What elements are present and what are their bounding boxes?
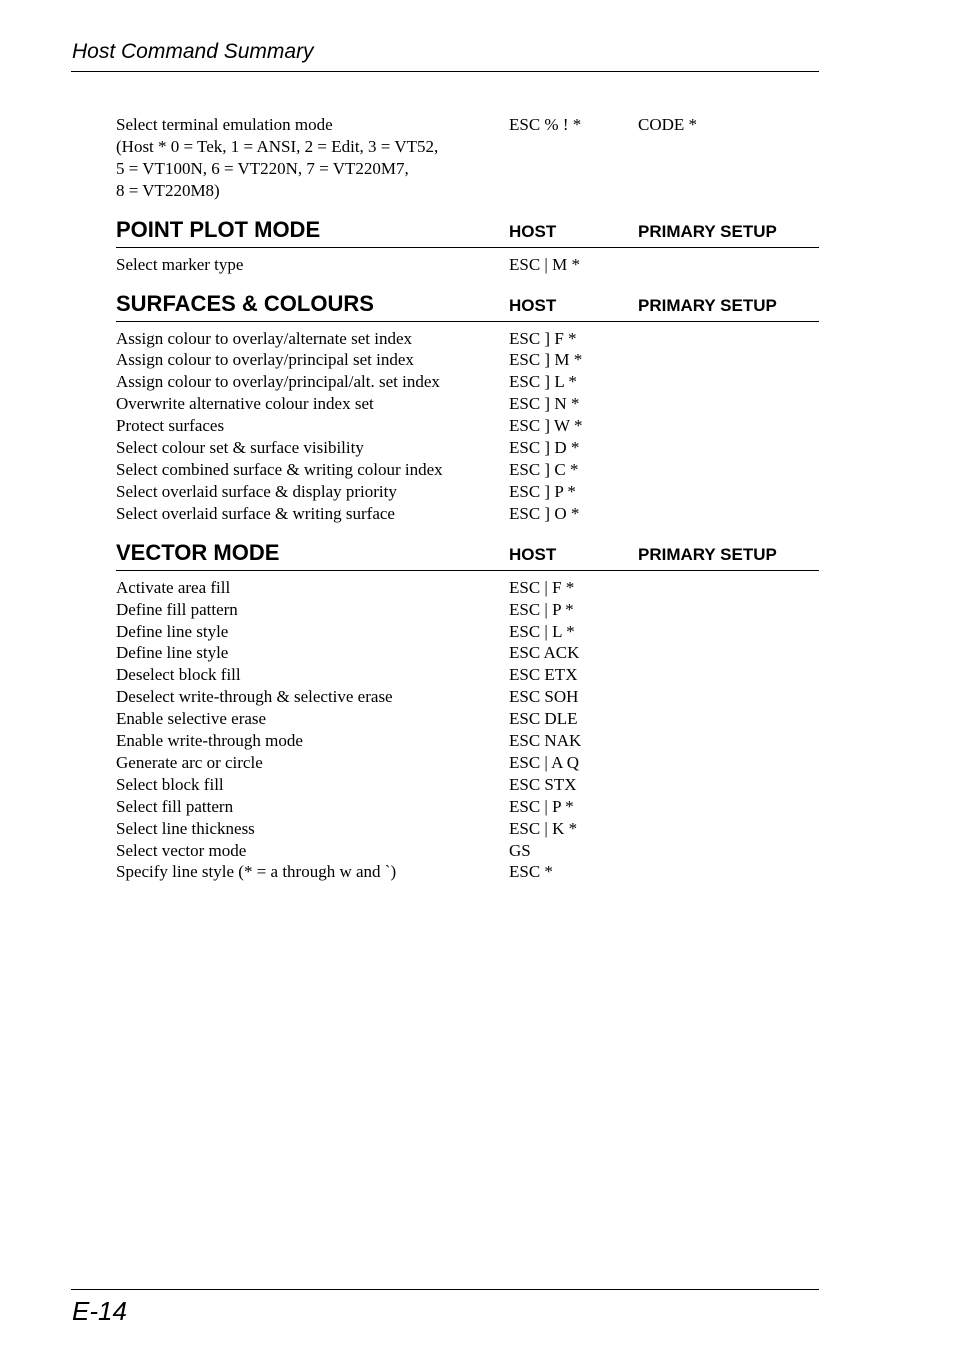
- setup-code: [638, 481, 819, 503]
- setup-code: [638, 459, 819, 481]
- setup-code: [638, 686, 819, 708]
- table-row: [116, 180, 819, 202]
- table-row: [116, 818, 819, 840]
- host-column-label: HOST: [509, 221, 557, 241]
- setup-column-label: PRIMARY SETUP: [638, 544, 777, 564]
- host-code: ESC STX: [509, 774, 577, 794]
- host-code: GS: [509, 840, 531, 860]
- setup-column-label: PRIMARY SETUP: [638, 221, 777, 241]
- table-row: [116, 459, 819, 481]
- command-description: Generate arc or circle: [116, 752, 263, 772]
- setup-code: [638, 371, 819, 393]
- table-row: [116, 642, 819, 664]
- setup-code: [638, 752, 819, 774]
- host-code: ESC | M *: [509, 254, 580, 274]
- table-row: [116, 840, 819, 862]
- intro-block: [116, 114, 819, 202]
- command-description: Select line thickness: [116, 818, 255, 838]
- command-description: Select overlaid surface & display priority: [116, 481, 397, 501]
- section-title: POINT PLOT MODE: [116, 216, 321, 242]
- command-description: Select fill pattern: [116, 796, 234, 816]
- command-description: Select block fill: [116, 774, 224, 794]
- header-rule: [71, 71, 819, 72]
- command-description: Define fill pattern: [116, 599, 238, 619]
- command-description: Select vector mode: [116, 840, 247, 860]
- host-code: ESC ] D *: [509, 438, 580, 458]
- setup-column-label: PRIMARY SETUP: [638, 295, 777, 315]
- table-row: [116, 254, 819, 276]
- table-row: [116, 328, 819, 350]
- table-row: [116, 796, 819, 818]
- command-description: Select combined surface & writing colour index: [116, 459, 443, 479]
- table-row: [116, 114, 819, 136]
- setup-code: [638, 180, 819, 202]
- section-title: VECTOR MODE: [116, 539, 280, 565]
- section-heading-surfaces-colours: [116, 292, 819, 322]
- setup-code: [638, 774, 819, 796]
- host-code: ESC SOH: [509, 687, 579, 707]
- section-heading-vector-mode: [116, 541, 819, 571]
- command-description: Assign colour to overlay/alternate set index: [116, 328, 412, 348]
- setup-code: [638, 664, 819, 686]
- table-row: [116, 708, 819, 730]
- setup-code: [638, 621, 819, 643]
- setup-code: [638, 599, 819, 621]
- host-code: ESC ] O *: [509, 503, 580, 523]
- command-description: Define line style: [116, 643, 229, 663]
- setup-code: [638, 437, 819, 459]
- table-row: [116, 437, 819, 459]
- setup-code: [638, 136, 819, 158]
- host-code: ESC ] C *: [509, 459, 579, 479]
- setup-code: [638, 708, 819, 730]
- setup-code: [638, 577, 819, 599]
- command-description: Assign colour to overlay/principal/alt. set index: [116, 372, 440, 392]
- host-code: ESC | A Q: [509, 752, 580, 772]
- table-row: [116, 158, 819, 180]
- setup-code: [638, 158, 819, 180]
- host-code: ESC ETX: [509, 665, 578, 685]
- setup-code: [638, 393, 819, 415]
- command-description: Overwrite alternative colour index set: [116, 394, 374, 414]
- host-code: ESC | F *: [509, 577, 575, 597]
- command-description: Deselect block fill: [116, 665, 241, 685]
- table-row: [116, 393, 819, 415]
- setup-code: [638, 818, 819, 840]
- table-row: [116, 503, 819, 525]
- setup-code: [638, 328, 819, 350]
- host-code: ESC | P *: [509, 599, 574, 619]
- table-row: [116, 730, 819, 752]
- command-description: Define line style: [116, 621, 229, 641]
- table-row: [116, 415, 819, 437]
- host-code: ESC ] N *: [509, 394, 580, 414]
- host-code: ESC ] P *: [509, 481, 576, 501]
- table-row: [116, 481, 819, 503]
- table-row: [116, 599, 819, 621]
- command-description: Select terminal emulation mode: [116, 115, 333, 134]
- table-row: [116, 621, 819, 643]
- host-code: ESC % ! *: [509, 115, 582, 134]
- setup-code: [638, 503, 819, 525]
- command-description: Enable write-through mode: [116, 731, 303, 751]
- setup-code: [638, 415, 819, 437]
- host-column-label: HOST: [509, 544, 557, 564]
- command-description: Activate area fill: [116, 577, 231, 597]
- host-code: ESC ACK: [509, 643, 580, 663]
- table-row: [116, 861, 819, 883]
- command-description: (Host * 0 = Tek, 1 = ANSI, 2 = Edit, 3 = VT52,: [116, 136, 439, 156]
- host-column-label: HOST: [509, 295, 557, 315]
- command-description: Select marker type: [116, 254, 244, 274]
- setup-code: [638, 861, 819, 883]
- setup-code: [638, 349, 819, 371]
- host-code: ESC DLE: [509, 709, 578, 729]
- setup-code: [638, 254, 819, 276]
- host-code: ESC | P *: [509, 796, 574, 816]
- table-row: [116, 349, 819, 371]
- table-row: [116, 371, 819, 393]
- command-summary-table: [116, 114, 819, 883]
- host-code: ESC *: [509, 862, 553, 882]
- host-code: ESC ] F *: [509, 328, 577, 348]
- setup-code: [638, 642, 819, 664]
- table-row: [116, 686, 819, 708]
- command-description: Select overlaid surface & writing surface: [116, 503, 395, 523]
- command-description: Specify line style (* = a through w and `): [116, 862, 397, 882]
- table-row: [116, 136, 819, 158]
- page-number: E-14: [72, 1296, 127, 1326]
- command-description: 8 = VT220M8): [116, 180, 220, 200]
- host-code: ESC ] L *: [509, 372, 577, 392]
- command-description: Protect surfaces: [116, 416, 225, 436]
- table-row: [116, 752, 819, 774]
- command-description: Select colour set & surface visibility: [116, 438, 364, 458]
- setup-code: [638, 796, 819, 818]
- table-row: [116, 664, 819, 686]
- setup-code: CODE *: [638, 115, 698, 134]
- section-title: SURFACES & COLOURS: [116, 290, 374, 316]
- host-code: [509, 158, 638, 180]
- host-code: ESC ] M *: [509, 350, 583, 370]
- running-header-title: Host Command Summary: [72, 40, 314, 63]
- host-code: ESC ] W *: [509, 416, 583, 436]
- command-description: Deselect write-through & selective erase: [116, 687, 393, 707]
- host-code: [509, 180, 638, 202]
- command-description: Assign colour to overlay/principal set index: [116, 350, 414, 370]
- section-heading-point-plot: [116, 218, 819, 248]
- host-code: [509, 136, 638, 158]
- table-row: [116, 774, 819, 796]
- command-description: 5 = VT100N, 6 = VT220N, 7 = VT220M7,: [116, 158, 409, 178]
- command-description: Enable selective erase: [116, 709, 267, 729]
- host-code: ESC NAK: [509, 731, 582, 751]
- setup-code: [638, 730, 819, 752]
- host-code: ESC | L *: [509, 621, 575, 641]
- table-row: [116, 577, 819, 599]
- setup-code: [638, 840, 819, 862]
- footer-rule: [71, 1289, 819, 1290]
- host-code: ESC | K *: [509, 818, 578, 838]
